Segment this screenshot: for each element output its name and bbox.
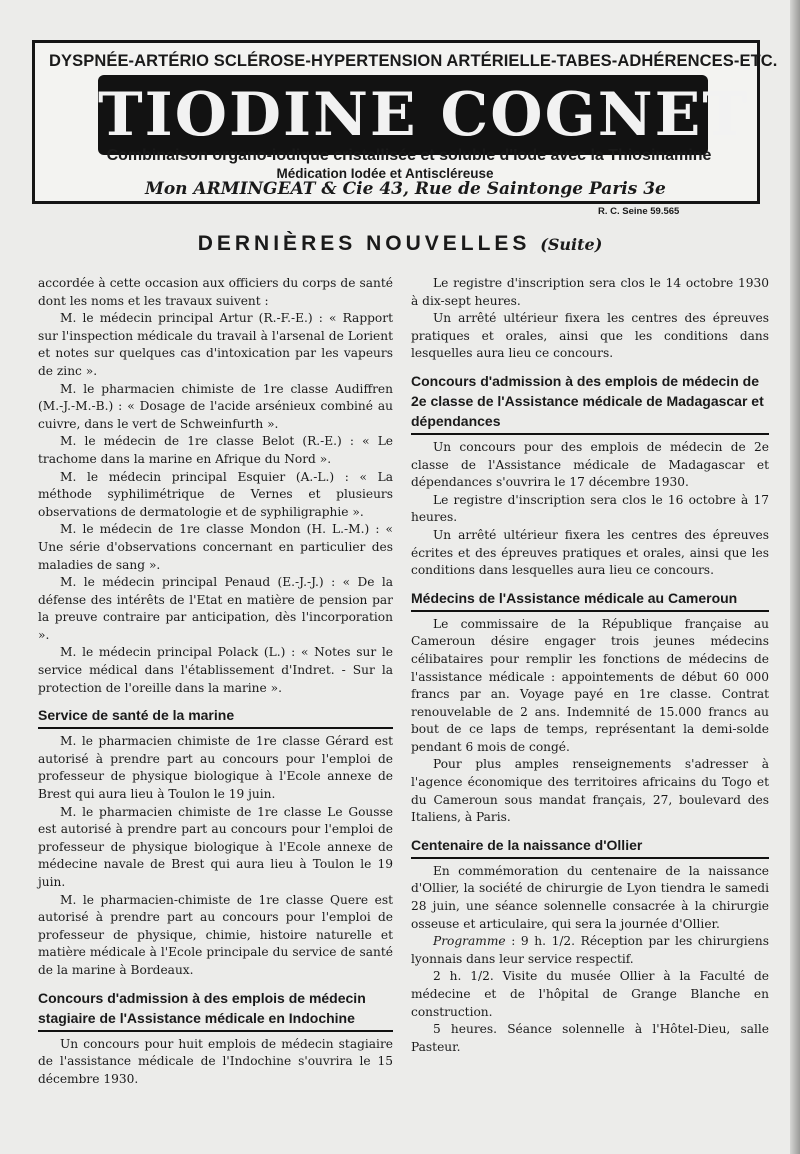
ad-address: Mon ARMINGEAT & Cie 43, Rue de Saintonge Paris 3e xyxy=(145,179,666,199)
section-heading: Concours d'admission à des emplois de médecin de 2e classe de l'Assistance médicale de Madagascar et dépendances xyxy=(411,371,769,435)
paragraph: M. le médecin principal Polack (L.) : « Notes sur le service médical dans l'établissement d'Indret. - Sur la protection de l'oreille dans la marine ». xyxy=(38,645,393,695)
right-column xyxy=(411,275,769,1056)
paragraph xyxy=(411,933,769,968)
paragraph: Le registre d'inscription sera clos le 14 octobre 1930 à dix-sept heures. xyxy=(411,276,769,308)
section-heading: Médecins de l'Assistance médicale au Cameroun xyxy=(411,588,769,612)
paragraph: Le commissaire de la République française au Cameroun désire engager trois jeunes médecins célibataires pour remplir les fonctions de médecins de l'assistance médicale : appointements de début 60 000 francs par an. Voyage payé en 1re classe. Contrat renouvelable de 2 ans. Indemnité de 15.000 francs au bout de ce laps de temps, représentant la demi-solde pendant 6 mois de congé. xyxy=(411,616,769,754)
paragraph: M. le pharmacien chimiste de 1re classe Le Gousse est autorisé à prendre part au concours pour l'emploi de professeur de physique biologique à l'Ecole annexe de médecine navale de Brest qui aura lieu à Toulon le 19 juin. xyxy=(38,804,393,889)
paragraph: Un concours pour des emplois de médecin de 2e classe de l'Assistance médicale de Madagascar et dépendances s'ouvrira le 17 décembre 1930. xyxy=(411,439,769,490)
paragraph: M. le pharmacien-chimiste de 1re classe Quere est autorisé à prendre part au concours pour l'emploi de professeur de physique, chimie, histoire naturelle et matière médicale à l'Ecole principale du service de santé de la marine à Bordeaux. xyxy=(38,892,393,977)
ad-trademark: R. C. Seine 59.565 xyxy=(598,206,680,217)
section-heading: Centenaire de la naissance d'Ollier xyxy=(411,835,769,859)
title-suite: (Suite) xyxy=(540,235,603,254)
paragraph: M. le médecin de 1re classe Mondon (H. L.-M.) : « Une série d'observations concernant en particulier des maladies de sang ». xyxy=(38,522,393,572)
paragraph: M. le pharmacien chimiste de 1re classe Gérard est autorisé à prendre part au concours pour l'emploi de professeur de physique biologique à l'Ecole annexe de Brest qui aura lieu à Toulon le 19 juin. xyxy=(38,734,393,802)
page-title xyxy=(0,232,800,256)
page-edge xyxy=(790,0,800,1154)
paragraph: M. le pharmacien chimiste de 1re classe Audiffren (M.-J.-M.-B.) : « Dosage de l'acide arsénieux combiné au cuivre, dans le vert de Schweinfurth ». xyxy=(38,381,393,431)
paragraph: Un concours pour huit emplois de médecin stagiaire de l'assistance médicale de l'Indochine s'ouvrira le 15 décembre 1930. xyxy=(38,1036,393,1086)
paragraph: Le registre d'inscription sera clos le 16 octobre à 17 heures. xyxy=(411,492,769,525)
programme-label: Programme xyxy=(433,934,506,949)
advertisement xyxy=(32,40,778,204)
paragraph: M. le médecin de 1re classe Belot (R.-E.) : « Le trachome dans la marine en Afrique du Nord ». xyxy=(38,434,393,466)
section-heading: Service de santé de la marine xyxy=(38,705,393,729)
ad-description: Combinaison organo-iodique cristallisée et soluble d'Iode avec la Thiosinamine xyxy=(106,147,712,164)
paragraph: 2 h. 1/2. Visite du musée Ollier à la Faculté de médecine et de l'hôpital de Grange Blanche en construction. xyxy=(411,969,769,1019)
left-column xyxy=(38,275,393,1088)
ad-brand: TIODINE COGNET xyxy=(98,75,708,155)
ad-medication: Médication Iodée et Antiscléreuse xyxy=(276,166,494,181)
paragraph: 5 heures. Séance solennelle à l'Hôtel-Dieu, salle Pasteur. xyxy=(411,1022,769,1054)
paragraph: M. le médecin principal Penaud (E.-J.-J.) : « De la défense des intérêts de l'Etat en matière de pension par la preuve contraire par anticipation, dès l'incorporation ». xyxy=(38,575,393,642)
paragraph: M. le médecin principal Artur (R.-F.-E.) : « Rapport sur l'inspection médicale du travail à l'arsenal de Lorient et notes sur quelques cas d'intoxication par les vapeurs de zinc ». xyxy=(38,311,393,378)
paragraph: M. le médecin principal Esquier (A.-L.) : « La méthode syphilimétrique de Vernes et plusieurs observations de dermatologie et de syphiligraphie ». xyxy=(38,469,393,519)
paragraph: En commémoration du centenaire de la naissance d'Ollier, la société de chirurgie de Lyon tiendra le samedi 28 juin, une séance solennelle consacrée à la chirurgie osseuse et articulaire, qui sera la journée d'Ollier. xyxy=(411,863,769,931)
title-main: DERNIÈRES NOUVELLES xyxy=(197,232,531,255)
paragraph: Un arrêté ultérieur fixera les centres des épreuves écrites et des épreuves pratiques et orales, ainsi que les conditions dans lesquelles aura lieu ce concours. xyxy=(411,527,769,578)
section-heading: Concours d'admission à des emplois de médecin stagiaire de l'Assistance médicale en Indochine xyxy=(38,988,393,1032)
paragraph: accordée à cette occasion aux officiers du corps de santé dont les noms et les travaux suivent : xyxy=(38,276,393,308)
paragraph: Un arrêté ultérieur fixera les centres des épreuves pratiques et orales, ainsi que les conditions dans lesquelles aura lieu ce concours. xyxy=(411,311,769,361)
ad-diseases: DYSPNÉE-ARTÉRIO SCLÉROSE-HYPERTENSION ARTÉRIELLE-TABES-ADHÉRENCES-ETC. xyxy=(49,52,778,70)
paragraph: Pour plus amples renseignements s'adresser à l'agence économique des territoires africains du Togo et du Cameroun sous mandat français, 27, boulevard des Italiens, à Paris. xyxy=(411,757,769,825)
programme-text: : 9 h. 1/2. Réception par les chirurgiens lyonnais dans leur service respectif. xyxy=(411,934,769,966)
